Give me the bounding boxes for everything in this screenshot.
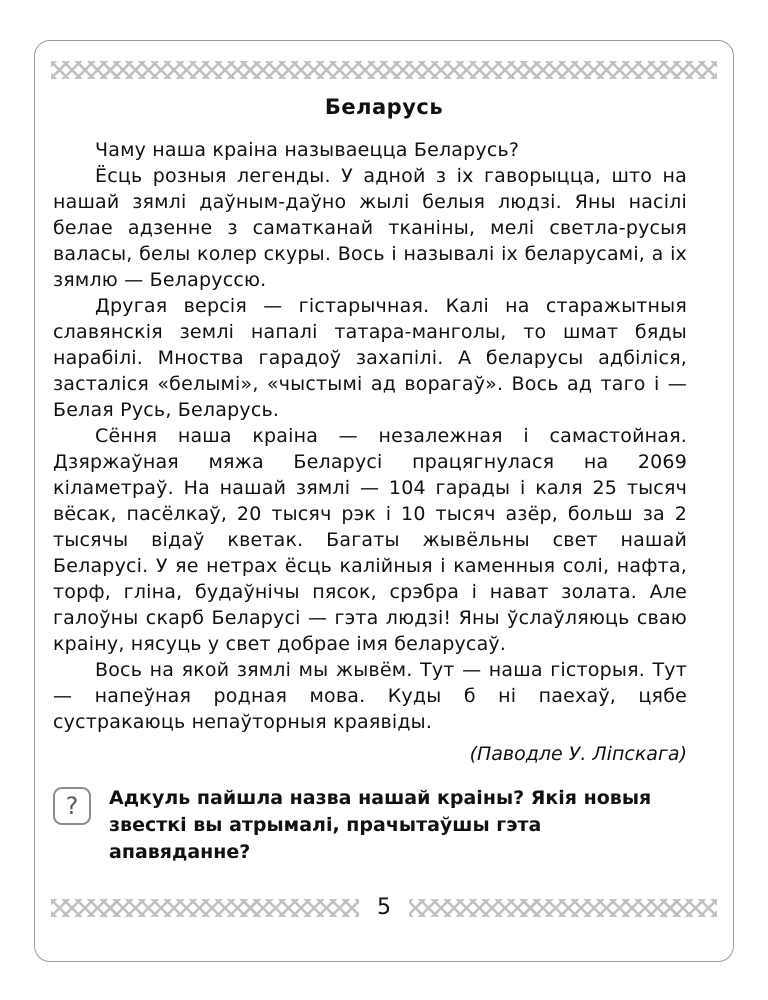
paragraph: Другая версія — гістарычная. Калі на старажытныя славянскія землі напалі татара-манголы, то шмат бяды нарабілі. Мноства гарадоў захапілі. А беларусы адбіліся, засталіся «белымі», «чыстымі ад ворагаў». Вось ад таго і — Белая Русь, Беларусь. — [53, 295, 687, 421]
question-block — [53, 785, 687, 866]
ornament-top-band — [51, 61, 717, 79]
paragraph: Ёсць розныя легенды. У адной з іх гаворыцца, што на нашай зямлі даўным-даўно жылі белыя людзі. Яны насілі белае адзенне з саматканай тканіны, мелі светла-русыя валасы, белы колер скуры. Вось і называлі іх беларусамі, а іх зямлю — Беларуссю. — [53, 165, 687, 291]
paragraph: Чаму наша краіна называецца Беларусь? — [95, 139, 520, 161]
paragraph: Сёння наша краіна — незалежная і самастойная. Дзяржаўная мяжа Беларусі працягнулася на 2069 кіламетраў. На нашай зямлі — 104 гарады і каля 25 тысяч вёсак, пасёлкаў, 20 тысяч рэк і 10 тысяч азёр, больш за 2 тысячы відаў кветак. Багаты жывёльны свет нашай Беларусі. У яе нетрах ёсць калійныя і каменныя солі, нафта, торф, гліна, будаўнічы пясок, срэбра і нават золата. Але галоўны скарб Беларусі — гэта людзі! Яны ўслаўляюць сваю краіну, нясуць у свет добрае імя беларусаў. — [53, 425, 687, 655]
page-number: 5 — [359, 895, 409, 921]
question-mark-icon — [53, 787, 91, 825]
question-text: Адкуль пайшла назва нашай краіны? Якія новыя звесткі вы атрымалі, прачытаўшы гэта апавяданне? — [109, 787, 652, 863]
paragraph: Вось на якой зямлі мы жывём. Тут — наша гісторыя. Тут — напеўная родная мова. Куды б ні паехаў, цябе сустракаюць непаўторныя краявіды. — [53, 659, 687, 733]
text-content — [53, 137, 687, 765]
page-border — [34, 40, 734, 962]
page-title: Беларусь — [324, 95, 444, 119]
question-mark-glyph: ? — [65, 792, 79, 820]
page-inner — [51, 61, 717, 945]
attribution: (Паводле У. Ліпскага) — [469, 743, 687, 765]
ornament-bottom-band — [51, 895, 717, 920]
